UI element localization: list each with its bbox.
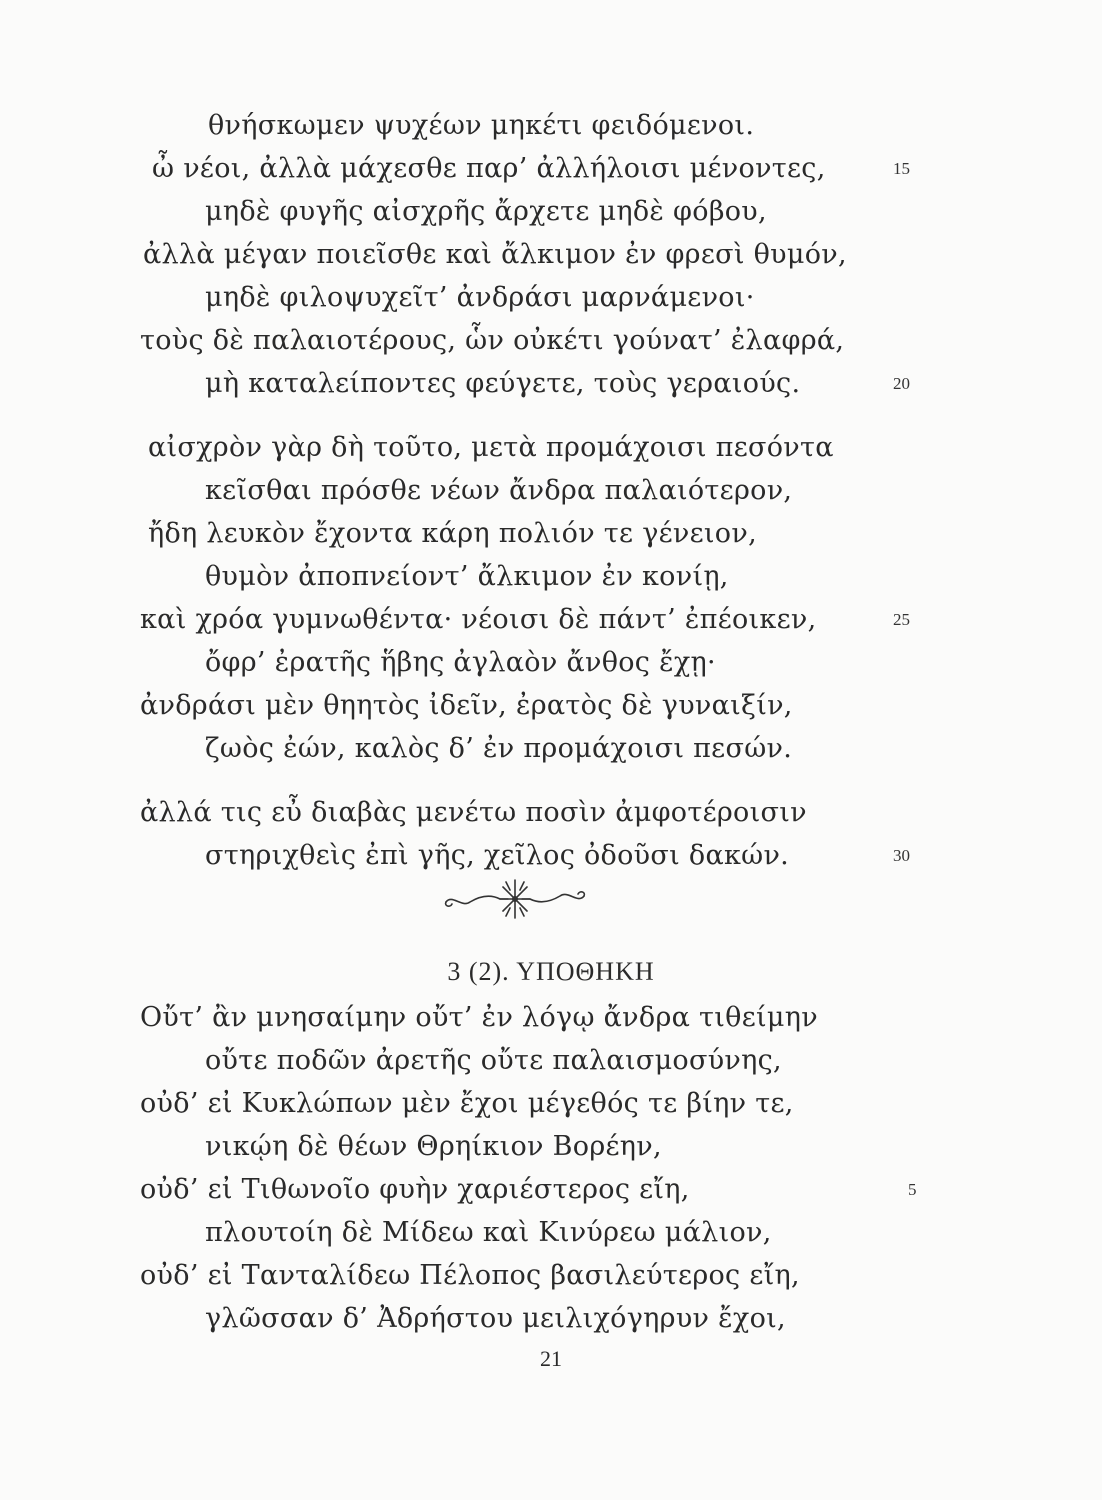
verse-line: τοὺς δὲ παλαιοτέρους, ὧν οὐκέτι γούνατ’ ἐλαφρά, [140, 325, 845, 356]
verse-line: μηδὲ φιλοψυχεῖτ’ ἀνδράσι μαρνάμενοι· [205, 282, 755, 313]
verse-line: θυμὸν ἀποπνείοντ’ ἄλκιμον ἐν κονίῃ, [205, 561, 729, 592]
verse-line: Οὔτ’ ἂν μνησαίμην οὔτ’ ἐν λόγῳ ἄνδρα τιθείμην [140, 1002, 818, 1033]
verse-line: ἤδη λευκὸν ἔχοντα κάρη πολιόν τε γένειον, [148, 518, 757, 549]
page-number: 21 [540, 1346, 562, 1371]
verse-line: ἀλλά τις εὖ διαβὰς μενέτω ποσὶν ἀμφοτέροισιν [140, 797, 807, 828]
line-number: 5 [908, 1180, 917, 1199]
verse-line: στηριχθεὶς ἐπὶ γῆς, χεῖλος ὀδοῦσι δακών. [205, 840, 790, 871]
verse-line: μὴ καταλείποντες φεύγετε, τοὺς γεραιούς. [205, 368, 801, 399]
line-number: 20 [893, 374, 910, 393]
verse-line: νικῴη δὲ θέων Θρηίκιον Βορέην, [205, 1131, 662, 1162]
line-number: 25 [893, 610, 910, 629]
verse-line: πλουτοίη δὲ Μίδεω καὶ Κινύρεω μάλιον, [205, 1217, 772, 1248]
verse-line: ἀνδράσι μὲν θηητὸς ἰδεῖν, ἐρατὸς δὲ γυναιξίν, [140, 690, 793, 721]
verse-line: ἀλλὰ μέγαν ποιεῖσθε καὶ ἄλκιμον ἐν φρεσὶ θυμόν, [143, 239, 847, 270]
verse-line: οὐδ’ εἰ Τιθωνοῖο φυὴν χαριέστερος εἴη, [140, 1174, 690, 1205]
verse-line: οὔτε ποδῶν ἀρετῆς οὔτε παλαισμοσύνης, [205, 1045, 782, 1076]
verse-line: ὦ νέοι, ἀλλὰ μάχεσθε παρ’ ἀλλήλοισι μένοντες, [152, 153, 826, 184]
verse-line: γλῶσσαν δ’ Ἀδρήστου μειλιχόγηρυν ἔχοι, [205, 1303, 786, 1334]
verse-line: μηδὲ φυγῆς αἰσχρῆς ἄρχετε μηδὲ φόβου, [205, 196, 767, 227]
verse-line: οὐδ’ εἰ Τανταλίδεω Πέλοπος βασιλεύτερος εἴη, [140, 1260, 800, 1291]
line-number: 30 [893, 846, 910, 865]
verse-line: καὶ χρόα γυμνωθέντα· νέοισι δὲ πάντ’ ἐπέοικεν, [140, 604, 817, 635]
ornament-icon [440, 872, 590, 928]
verse-line: ὄφρ’ ἐρατῆς ἥβης ἀγλαὸν ἄνθος ἔχῃ· [205, 647, 716, 678]
verse-line: αἰσχρὸν γὰρ δὴ τοῦτο, μετὰ προμάχοισι πεσόντα [148, 432, 834, 463]
verse-line: οὐδ’ εἰ Κυκλώπων μὲν ἔχοι μέγεθός τε βίην τε, [140, 1088, 794, 1119]
verse-line: κεῖσθαι πρόσθε νέων ἄνδρα παλαιότερον, [205, 475, 793, 506]
line-number: 15 [893, 159, 910, 178]
verse-line: θνήσκωμεν ψυχέων μηκέτι φειδόμενοι. [208, 110, 755, 141]
verse-line: ζωὸς ἐών, καλὸς δ’ ἐν προμάχοισι πεσών. [205, 733, 793, 764]
poem-heading: 3 (2). ΥΠΟΘΗΚΗ [447, 957, 655, 986]
